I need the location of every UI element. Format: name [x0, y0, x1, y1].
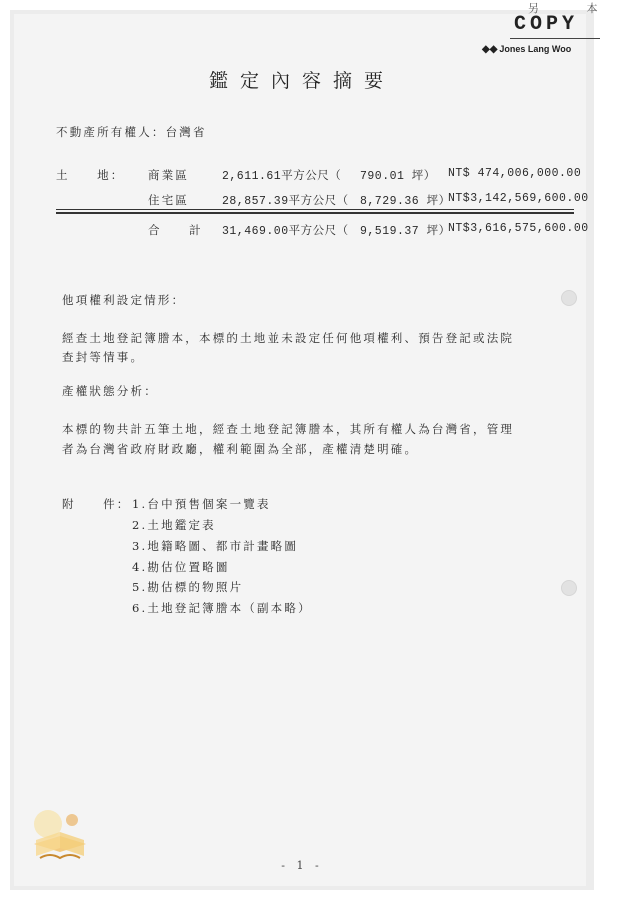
attachment-item: 2.土地鑑定表 [132, 518, 216, 532]
total-rule-thin [56, 209, 574, 210]
top-stamp-marks: 另 本 [528, 2, 620, 15]
book-logo-icon [26, 800, 96, 870]
copy-stamp: COPY [514, 13, 579, 36]
land-row-area-ping: 790.01 坪） [360, 170, 436, 183]
rights-text-line: 查封等情事。 [62, 350, 145, 364]
attachment-item: 3.地籍略圖、都市計畫略圖 [132, 539, 299, 553]
rights-text-line: 經查土地登記簿謄本，本標的土地並未設定任何他項權利、預告登記或法院 [62, 331, 515, 345]
punch-hole [561, 580, 577, 596]
land-row-area-m2: 28,857.39平方公尺（ [222, 195, 349, 208]
company-name: Jones Lang Woo [499, 44, 572, 54]
total-area-m2: 31,469.00平方公尺（ [222, 225, 349, 238]
attachment-item: 5.勘估標的物照片 [132, 580, 244, 594]
attachments-label: 附 件： [62, 497, 131, 511]
total-label: 合 計 [148, 223, 203, 237]
ownership-text-line: 者為台灣省政府財政廳，權利範圍為全部，產權清楚明確。 [62, 442, 419, 456]
land-row-area-m2: 2,611.61平方公尺（ [222, 170, 342, 183]
attachment-item: 4.勘估位置略圖 [132, 560, 230, 574]
land-row-value: NT$ 474,006,000.00 [448, 167, 582, 180]
ownership-text-line: 本標的物共計五筆土地，經查土地登記簿謄本，其所有權人為台灣省，管理 [62, 422, 515, 436]
attachment-item: 6.土地登記簿謄本（副本略） [132, 601, 312, 615]
attachment-item: 1.台中預售個案一覽表 [132, 497, 271, 511]
total-rule-thick [56, 212, 574, 214]
page-title: 鑑定內容摘要 [208, 70, 395, 92]
land-label: 土 地： [56, 168, 125, 182]
ownership-heading: 產權狀態分析： [62, 384, 158, 398]
company-logo-icon: ◆◆ [482, 44, 498, 55]
total-area-ping: 9,519.37 坪） [360, 225, 451, 238]
company-mark [482, 44, 571, 55]
total-value: NT$3,616,575,600.00 [448, 222, 589, 235]
owner-line: 不動產所有權人：台灣省 [56, 125, 207, 139]
land-row-area-ping: 8,729.36 坪） [360, 195, 451, 208]
page-number: - 1 - [281, 859, 323, 872]
punch-hole [561, 290, 577, 306]
rights-heading: 他項權利設定情形： [62, 293, 186, 307]
land-row-zone: 住宅區 [148, 193, 190, 207]
copy-stamp-underline [510, 38, 600, 39]
land-row-value: NT$3,142,569,600.00 [448, 192, 589, 205]
land-row-zone: 商業區 [148, 168, 190, 182]
